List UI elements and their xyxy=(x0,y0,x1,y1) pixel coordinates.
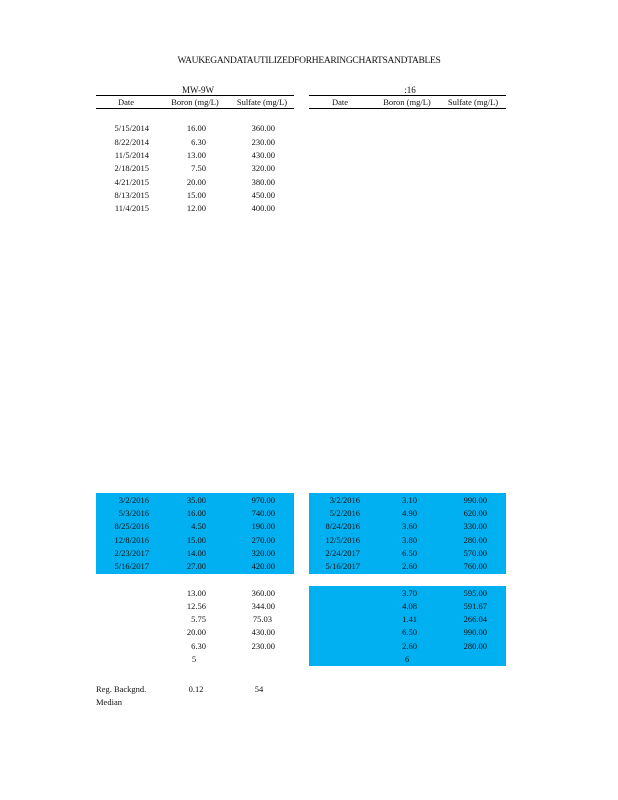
stats-cell: 6.30 xyxy=(191,641,206,651)
page-title: WAUKEGANDATAUTILIZEDFORHEARINGCHARTSANDTABLES xyxy=(177,56,441,66)
left-header-boron: Boron (mg/L) xyxy=(171,97,219,107)
table-cell: 20.00 xyxy=(186,177,206,187)
stats-cell: 344.00 xyxy=(251,601,275,611)
table-cell: 6.50 xyxy=(402,548,417,558)
stats-cell: 990.00 xyxy=(463,627,487,637)
left-well-name: MW-9W xyxy=(182,85,214,95)
table-cell: 4.90 xyxy=(402,508,417,518)
table-cell: 2/18/2015 xyxy=(114,163,149,173)
table-cell: 5/3/2016 xyxy=(118,508,149,518)
table-cell: 6.30 xyxy=(191,137,206,147)
table-cell: 15.00 xyxy=(186,190,206,200)
left-header-bottom-rule xyxy=(96,108,294,109)
table-cell: 14.00 xyxy=(186,548,206,558)
stats-cell: 280.00 xyxy=(463,641,487,651)
table-cell: 5/16/2017 xyxy=(114,561,149,571)
table-cell: 3.80 xyxy=(402,535,417,545)
table-cell: 2/23/2017 xyxy=(114,548,149,558)
stats-cell: 5.75 xyxy=(191,614,206,624)
stats-cell: 20.00 xyxy=(186,627,206,637)
table-cell: 4.50 xyxy=(191,521,206,531)
table-cell: 760.00 xyxy=(463,561,487,571)
table-cell: 12.00 xyxy=(186,203,206,213)
table-cell: 320.00 xyxy=(251,548,275,558)
background-label-line2: Median xyxy=(96,697,122,707)
table-cell: 380.00 xyxy=(251,177,275,187)
background-label-line1: Reg. Backgnd. xyxy=(96,684,147,694)
stats-cell: 430.00 xyxy=(251,627,275,637)
table-cell: 11/4/2015 xyxy=(114,203,149,213)
stats-cell: 230.00 xyxy=(251,641,275,651)
table-cell: 4/21/2015 xyxy=(114,177,149,187)
stats-cell: 75.03 xyxy=(252,614,272,624)
table-cell: 3.60 xyxy=(402,521,417,531)
table-cell: 740.00 xyxy=(251,508,275,518)
table-cell: 620.00 xyxy=(463,508,487,518)
table-cell: 3/2/2016 xyxy=(118,495,149,505)
right-header-sulfate: Sulfate (mg/L) xyxy=(447,97,499,107)
right-well-name: :16 xyxy=(404,85,416,95)
table-cell: 3.10 xyxy=(402,495,417,505)
table-cell: 320.00 xyxy=(251,163,275,173)
table-cell: 13.00 xyxy=(186,150,206,160)
right-header-boron: Boron (mg/L) xyxy=(383,97,431,107)
stats-cell: 591.67 xyxy=(463,601,487,611)
stats-cell: 4.08 xyxy=(402,601,417,611)
background-sulfate: 54 xyxy=(254,684,264,694)
stats-cell: 13.00 xyxy=(186,588,206,598)
table-cell: 8/24/2016 xyxy=(325,521,360,531)
table-cell: 8/22/2014 xyxy=(114,137,149,147)
stats-cell: 12.56 xyxy=(186,601,206,611)
table-cell: 5/16/2017 xyxy=(325,561,360,571)
stats-cell: 1.41 xyxy=(402,614,417,624)
table-cell: 27.00 xyxy=(186,561,206,571)
right-header-date: Date xyxy=(331,97,349,107)
left-header-sulfate: Sulfate (mg/L) xyxy=(236,97,288,107)
table-cell: 11/5/2014 xyxy=(114,150,149,160)
table-cell: 5/15/2014 xyxy=(114,123,149,133)
right-header-bottom-rule xyxy=(309,108,506,109)
stats-cell: 266.04 xyxy=(463,614,487,624)
table-cell: 360.00 xyxy=(251,123,275,133)
table-cell: 8/13/2015 xyxy=(114,190,149,200)
table-cell: 990.00 xyxy=(463,495,487,505)
table-cell: 330.00 xyxy=(463,521,487,531)
left-header-date: Date xyxy=(117,97,135,107)
table-cell: 570.00 xyxy=(463,548,487,558)
stats-cell: 360.00 xyxy=(251,588,275,598)
table-cell: 2.60 xyxy=(402,561,417,571)
table-cell: 16.00 xyxy=(186,508,206,518)
table-cell: 230.00 xyxy=(251,137,275,147)
background-boron: 0.12 xyxy=(188,684,204,694)
stats-cell: 6 xyxy=(404,654,410,664)
left-header-top-rule xyxy=(96,95,294,96)
stats-cell: 5 xyxy=(191,654,197,664)
table-cell: 16.00 xyxy=(186,123,206,133)
table-cell: 2/24/2017 xyxy=(325,548,360,558)
right-header-top-rule xyxy=(309,95,506,96)
table-cell: 12/8/2016 xyxy=(114,535,149,545)
table-cell: 270.00 xyxy=(251,535,275,545)
stats-cell: 3.70 xyxy=(402,588,417,598)
table-cell: 450.00 xyxy=(251,190,275,200)
table-cell: 7.50 xyxy=(191,163,206,173)
table-cell: 15.00 xyxy=(186,535,206,545)
table-cell: 35.00 xyxy=(186,495,206,505)
table-cell: 5/2/2016 xyxy=(329,508,360,518)
table-cell: 420.00 xyxy=(251,561,275,571)
stats-cell: 2.60 xyxy=(402,641,417,651)
stats-cell: 6.50 xyxy=(402,627,417,637)
table-cell: 8/25/2016 xyxy=(114,521,149,531)
table-cell: 280.00 xyxy=(463,535,487,545)
table-cell: 12/5/2016 xyxy=(325,535,360,545)
table-cell: 3/2/2016 xyxy=(329,495,360,505)
stats-cell: 595.00 xyxy=(463,588,487,598)
table-cell: 970.00 xyxy=(251,495,275,505)
table-cell: 400.00 xyxy=(251,203,275,213)
table-cell: 190.00 xyxy=(251,521,275,531)
table-cell: 430.00 xyxy=(251,150,275,160)
